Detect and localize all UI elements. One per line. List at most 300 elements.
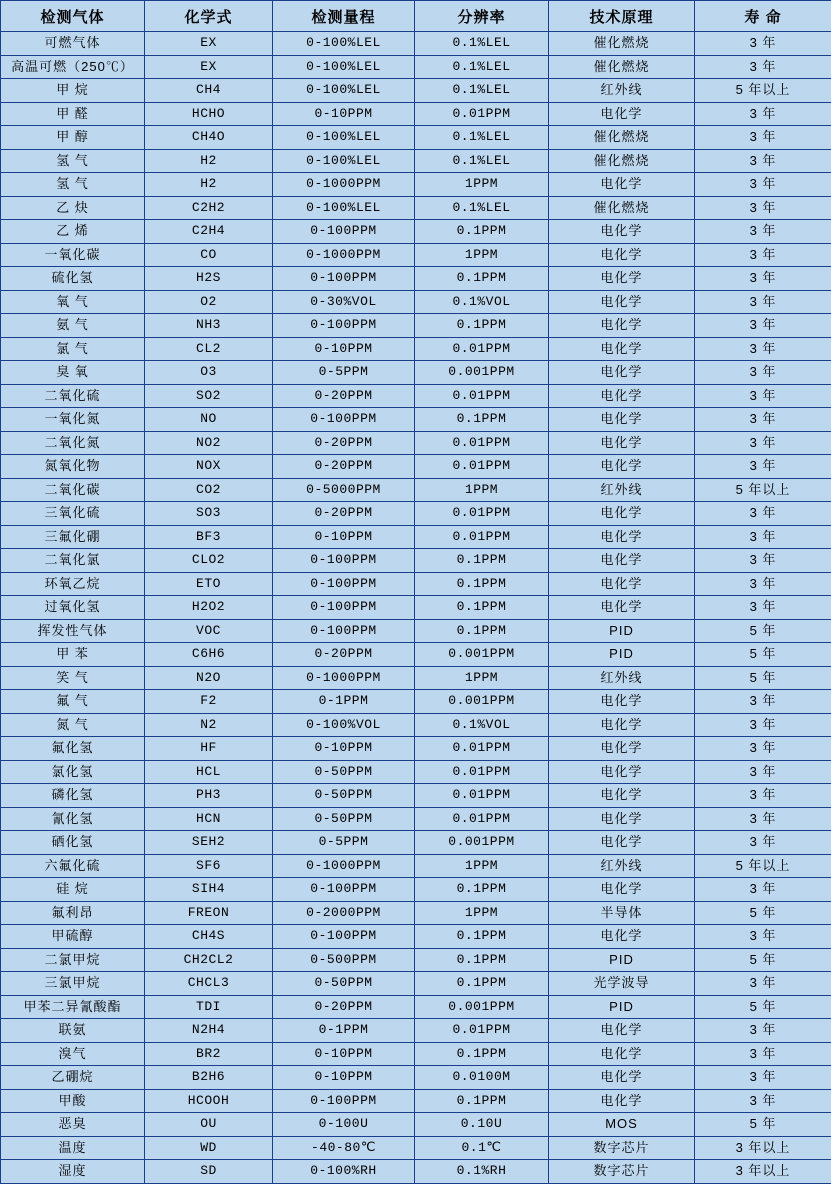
cell-formula: N2H4: [145, 1019, 273, 1043]
cell-lifetime: 5 年: [695, 619, 831, 643]
table-row: [1, 337, 831, 361]
column-header-resolution: 分辨率: [415, 1, 549, 32]
cell-resolution: 0.10U: [415, 1113, 549, 1137]
cell-lifetime: 5 年: [695, 666, 831, 690]
cell-principle: 电化学: [549, 878, 695, 902]
cell-formula: TDI: [145, 995, 273, 1019]
cell-resolution: 1PPM: [415, 173, 549, 197]
cell-range: 0-20PPM: [273, 455, 415, 479]
cell-lifetime: 3 年: [695, 290, 831, 314]
cell-lifetime: 3 年: [695, 431, 831, 455]
cell-resolution: 0.1PPM: [415, 1089, 549, 1113]
table-row: [1, 173, 831, 197]
table-row: [1, 1066, 831, 1090]
cell-formula: SD: [145, 1160, 273, 1184]
cell-principle: 电化学: [549, 737, 695, 761]
cell-range: 0-100%LEL: [273, 149, 415, 173]
cell-principle: 电化学: [549, 596, 695, 620]
cell-range: 0-100PPM: [273, 925, 415, 949]
cell-principle: 电化学: [549, 572, 695, 596]
table-row: [1, 243, 831, 267]
cell-formula: C6H6: [145, 643, 273, 667]
cell-lifetime: 3 年: [695, 1066, 831, 1090]
cell-gas-name: 三氟化硼: [1, 525, 145, 549]
table-row: [1, 572, 831, 596]
cell-range: -40-80℃: [273, 1136, 415, 1160]
cell-principle: 电化学: [549, 760, 695, 784]
cell-formula: PH3: [145, 784, 273, 808]
cell-principle: 电化学: [549, 243, 695, 267]
cell-range: 0-50PPM: [273, 807, 415, 831]
cell-range: 0-100%VOL: [273, 713, 415, 737]
cell-formula: CH4: [145, 79, 273, 103]
cell-resolution: 0.1%LEL: [415, 149, 549, 173]
table-row: [1, 290, 831, 314]
cell-formula: BR2: [145, 1042, 273, 1066]
table-row: [1, 972, 831, 996]
cell-lifetime: 3 年: [695, 102, 831, 126]
cell-range: 0-10PPM: [273, 525, 415, 549]
cell-lifetime: 3 年: [695, 408, 831, 432]
cell-gas-name: 湿度: [1, 1160, 145, 1184]
cell-range: 0-1000PPM: [273, 854, 415, 878]
cell-resolution: 0.001PPM: [415, 643, 549, 667]
cell-lifetime: 3 年: [695, 1089, 831, 1113]
cell-range: 0-100U: [273, 1113, 415, 1137]
cell-range: 0-10PPM: [273, 1066, 415, 1090]
cell-gas-name: 二氧化碳: [1, 478, 145, 502]
cell-range: 0-100PPM: [273, 220, 415, 244]
cell-gas-name: 恶臭: [1, 1113, 145, 1137]
table-row: [1, 713, 831, 737]
cell-range: 0-20PPM: [273, 431, 415, 455]
cell-gas-name: 甲酸: [1, 1089, 145, 1113]
cell-lifetime: 3 年: [695, 878, 831, 902]
table-row: [1, 220, 831, 244]
cell-gas-name: 氰化氢: [1, 807, 145, 831]
cell-resolution: 0.01PPM: [415, 807, 549, 831]
cell-gas-name: 三氯甲烷: [1, 972, 145, 996]
cell-formula: SO3: [145, 502, 273, 526]
cell-principle: 电化学: [549, 314, 695, 338]
cell-formula: C2H2: [145, 196, 273, 220]
cell-formula: CO2: [145, 478, 273, 502]
cell-resolution: 0.1PPM: [415, 596, 549, 620]
cell-gas-name: 硒化氢: [1, 831, 145, 855]
cell-lifetime: 5 年以上: [695, 79, 831, 103]
cell-principle: 催化燃烧: [549, 32, 695, 56]
cell-lifetime: 3 年: [695, 690, 831, 714]
cell-gas-name: 氟利昂: [1, 901, 145, 925]
cell-range: 0-100PPM: [273, 549, 415, 573]
cell-lifetime: 3 年: [695, 549, 831, 573]
cell-principle: 电化学: [549, 549, 695, 573]
cell-resolution: 0.1%LEL: [415, 126, 549, 150]
cell-formula: F2: [145, 690, 273, 714]
cell-range: 0-50PPM: [273, 972, 415, 996]
cell-lifetime: 3 年: [695, 572, 831, 596]
cell-resolution: 0.001PPM: [415, 995, 549, 1019]
table-row: [1, 102, 831, 126]
cell-resolution: 0.1PPM: [415, 619, 549, 643]
cell-range: 0-1000PPM: [273, 173, 415, 197]
table-row: [1, 1042, 831, 1066]
cell-principle: 电化学: [549, 455, 695, 479]
cell-lifetime: 3 年: [695, 267, 831, 291]
cell-gas-name: 溴气: [1, 1042, 145, 1066]
cell-lifetime: 3 年: [695, 314, 831, 338]
cell-resolution: 0.1%RH: [415, 1160, 549, 1184]
cell-formula: B2H6: [145, 1066, 273, 1090]
cell-gas-name: 挥发性气体: [1, 619, 145, 643]
cell-lifetime: 3 年: [695, 502, 831, 526]
cell-range: 0-20PPM: [273, 502, 415, 526]
table-row: [1, 267, 831, 291]
cell-range: 0-100%LEL: [273, 126, 415, 150]
cell-gas-name: 二氧化氮: [1, 431, 145, 455]
cell-range: 0-20PPM: [273, 643, 415, 667]
cell-lifetime: 3 年: [695, 337, 831, 361]
cell-range: 0-100%LEL: [273, 196, 415, 220]
cell-formula: H2: [145, 173, 273, 197]
table-row: [1, 901, 831, 925]
cell-principle: 催化燃烧: [549, 126, 695, 150]
cell-gas-name: 氟化氢: [1, 737, 145, 761]
cell-gas-name: 甲硫醇: [1, 925, 145, 949]
cell-principle: 数字芯片: [549, 1136, 695, 1160]
cell-gas-name: 二氧化氯: [1, 549, 145, 573]
cell-resolution: 0.1PPM: [415, 878, 549, 902]
cell-lifetime: 3 年以上: [695, 1136, 831, 1160]
cell-principle: 红外线: [549, 666, 695, 690]
cell-range: 0-100%LEL: [273, 79, 415, 103]
cell-range: 0-100PPM: [273, 267, 415, 291]
cell-resolution: 0.1PPM: [415, 267, 549, 291]
cell-lifetime: 5 年以上: [695, 854, 831, 878]
table-row: [1, 79, 831, 103]
cell-resolution: 0.01PPM: [415, 737, 549, 761]
cell-resolution: 1PPM: [415, 854, 549, 878]
cell-formula: HCN: [145, 807, 273, 831]
cell-gas-name: 甲 醇: [1, 126, 145, 150]
cell-principle: 催化燃烧: [549, 55, 695, 79]
cell-principle: 电化学: [549, 502, 695, 526]
cell-principle: 电化学: [549, 337, 695, 361]
cell-range: 0-100%LEL: [273, 55, 415, 79]
cell-gas-name: 氢 气: [1, 149, 145, 173]
table-row: [1, 619, 831, 643]
cell-lifetime: 3 年: [695, 55, 831, 79]
cell-range: 0-10PPM: [273, 1042, 415, 1066]
cell-resolution: 0.1PPM: [415, 314, 549, 338]
cell-lifetime: 5 年: [695, 995, 831, 1019]
cell-formula: N2: [145, 713, 273, 737]
column-header-range: 检测量程: [273, 1, 415, 32]
cell-gas-name: 乙 炔: [1, 196, 145, 220]
cell-lifetime: 3 年: [695, 1019, 831, 1043]
table-row: [1, 549, 831, 573]
cell-range: 0-2000PPM: [273, 901, 415, 925]
cell-formula: ETO: [145, 572, 273, 596]
cell-principle: 电化学: [549, 361, 695, 385]
table-row: [1, 690, 831, 714]
cell-principle: 数字芯片: [549, 1160, 695, 1184]
cell-range: 0-20PPM: [273, 384, 415, 408]
cell-resolution: 0.001PPM: [415, 361, 549, 385]
cell-resolution: 0.1PPM: [415, 1042, 549, 1066]
cell-gas-name: 氢 气: [1, 173, 145, 197]
cell-formula: O2: [145, 290, 273, 314]
cell-gas-name: 可燃气体: [1, 32, 145, 56]
table-row: [1, 995, 831, 1019]
cell-gas-name: 氧 气: [1, 290, 145, 314]
cell-gas-name: 甲 醛: [1, 102, 145, 126]
cell-formula: CLO2: [145, 549, 273, 573]
table-row: [1, 431, 831, 455]
cell-gas-name: 氯 气: [1, 337, 145, 361]
cell-formula: H2O2: [145, 596, 273, 620]
cell-lifetime: 5 年以上: [695, 478, 831, 502]
cell-lifetime: 3 年: [695, 220, 831, 244]
cell-resolution: 0.1PPM: [415, 948, 549, 972]
cell-lifetime: 5 年: [695, 901, 831, 925]
cell-lifetime: 3 年: [695, 384, 831, 408]
cell-gas-name: 甲 烷: [1, 79, 145, 103]
cell-gas-name: 一氧化氮: [1, 408, 145, 432]
cell-formula: NH3: [145, 314, 273, 338]
cell-gas-name: 臭 氧: [1, 361, 145, 385]
cell-range: 0-50PPM: [273, 784, 415, 808]
cell-resolution: 0.0100M: [415, 1066, 549, 1090]
cell-resolution: 0.01PPM: [415, 102, 549, 126]
cell-principle: 电化学: [549, 1042, 695, 1066]
table-row: [1, 596, 831, 620]
cell-lifetime: 5 年: [695, 1113, 831, 1137]
cell-lifetime: 3 年: [695, 126, 831, 150]
cell-principle: 电化学: [549, 102, 695, 126]
cell-range: 0-50PPM: [273, 760, 415, 784]
cell-range: 0-1000PPM: [273, 243, 415, 267]
cell-formula: C2H4: [145, 220, 273, 244]
cell-range: 0-30%VOL: [273, 290, 415, 314]
cell-range: 0-5PPM: [273, 361, 415, 385]
cell-gas-name: 六氟化硫: [1, 854, 145, 878]
cell-lifetime: 3 年: [695, 243, 831, 267]
cell-resolution: 0.1%LEL: [415, 196, 549, 220]
cell-formula: HCHO: [145, 102, 273, 126]
cell-resolution: 1PPM: [415, 901, 549, 925]
cell-range: 0-100PPM: [273, 572, 415, 596]
cell-gas-name: 氟 气: [1, 690, 145, 714]
cell-principle: PID: [549, 643, 695, 667]
cell-principle: 电化学: [549, 831, 695, 855]
cell-resolution: 0.1%VOL: [415, 290, 549, 314]
cell-gas-name: 高温可燃（250℃）: [1, 55, 145, 79]
cell-principle: 催化燃烧: [549, 149, 695, 173]
column-header-lifetime: 寿 命: [695, 1, 831, 32]
cell-formula: O3: [145, 361, 273, 385]
cell-resolution: 0.01PPM: [415, 384, 549, 408]
cell-lifetime: 3 年: [695, 1042, 831, 1066]
cell-resolution: 0.01PPM: [415, 337, 549, 361]
cell-resolution: 0.1PPM: [415, 972, 549, 996]
cell-resolution: 0.1℃: [415, 1136, 549, 1160]
cell-range: 0-500PPM: [273, 948, 415, 972]
table-row: [1, 878, 831, 902]
cell-lifetime: 3 年: [695, 737, 831, 761]
cell-resolution: 0.01PPM: [415, 431, 549, 455]
cell-formula: CL2: [145, 337, 273, 361]
cell-resolution: 0.001PPM: [415, 690, 549, 714]
cell-formula: H2S: [145, 267, 273, 291]
cell-resolution: 1PPM: [415, 478, 549, 502]
cell-resolution: 1PPM: [415, 243, 549, 267]
cell-formula: NO: [145, 408, 273, 432]
cell-gas-name: 二氯甲烷: [1, 948, 145, 972]
cell-gas-name: 甲 苯: [1, 643, 145, 667]
cell-lifetime: 3 年以上: [695, 1160, 831, 1184]
cell-gas-name: 氮氧化物: [1, 455, 145, 479]
cell-range: 0-5000PPM: [273, 478, 415, 502]
cell-range: 0-10PPM: [273, 102, 415, 126]
cell-gas-name: 硅 烷: [1, 878, 145, 902]
cell-lifetime: 3 年: [695, 149, 831, 173]
cell-resolution: 0.1%LEL: [415, 32, 549, 56]
cell-principle: 电化学: [549, 267, 695, 291]
cell-gas-name: 氮 气: [1, 713, 145, 737]
column-header-gas: 检测气体: [1, 1, 145, 32]
cell-principle: 红外线: [549, 854, 695, 878]
table-row: [1, 525, 831, 549]
cell-lifetime: 5 年: [695, 643, 831, 667]
table-row: [1, 784, 831, 808]
cell-gas-name: 乙硼烷: [1, 1066, 145, 1090]
cell-range: 0-100PPM: [273, 878, 415, 902]
cell-principle: 电化学: [549, 173, 695, 197]
cell-resolution: 0.1%VOL: [415, 713, 549, 737]
table-row: [1, 948, 831, 972]
table-row: [1, 666, 831, 690]
cell-formula: CH2CL2: [145, 948, 273, 972]
table-row: [1, 807, 831, 831]
cell-formula: NO2: [145, 431, 273, 455]
cell-principle: 电化学: [549, 525, 695, 549]
table-body: [1, 32, 831, 1184]
table-row: [1, 1160, 831, 1184]
cell-formula: BF3: [145, 525, 273, 549]
cell-formula: CH4S: [145, 925, 273, 949]
cell-formula: HCOOH: [145, 1089, 273, 1113]
cell-range: 0-100PPM: [273, 619, 415, 643]
cell-range: 0-10PPM: [273, 737, 415, 761]
cell-lifetime: 3 年: [695, 32, 831, 56]
cell-principle: 红外线: [549, 79, 695, 103]
cell-lifetime: 3 年: [695, 596, 831, 620]
cell-principle: 电化学: [549, 1066, 695, 1090]
cell-lifetime: 5 年: [695, 948, 831, 972]
cell-resolution: 0.01PPM: [415, 760, 549, 784]
cell-principle: 电化学: [549, 784, 695, 808]
table-row: [1, 1089, 831, 1113]
cell-formula: FREON: [145, 901, 273, 925]
table-row: [1, 126, 831, 150]
cell-resolution: 0.1PPM: [415, 408, 549, 432]
cell-formula: OU: [145, 1113, 273, 1137]
cell-formula: N2O: [145, 666, 273, 690]
cell-principle: 电化学: [549, 690, 695, 714]
cell-principle: 催化燃烧: [549, 196, 695, 220]
cell-range: 0-1000PPM: [273, 666, 415, 690]
cell-principle: 电化学: [549, 713, 695, 737]
cell-range: 0-100PPM: [273, 596, 415, 620]
cell-principle: 光学波导: [549, 972, 695, 996]
cell-principle: MOS: [549, 1113, 695, 1137]
cell-resolution: 0.01PPM: [415, 455, 549, 479]
cell-formula: SIH4: [145, 878, 273, 902]
cell-formula: SF6: [145, 854, 273, 878]
table-row: [1, 149, 831, 173]
cell-lifetime: 3 年: [695, 173, 831, 197]
table-row: [1, 502, 831, 526]
cell-gas-name: 环氧乙烷: [1, 572, 145, 596]
cell-lifetime: 3 年: [695, 760, 831, 784]
table-row: [1, 408, 831, 432]
cell-principle: 电化学: [549, 431, 695, 455]
cell-gas-name: 二氧化硫: [1, 384, 145, 408]
cell-formula: EX: [145, 32, 273, 56]
cell-formula: CO: [145, 243, 273, 267]
cell-range: 0-100%RH: [273, 1160, 415, 1184]
table-header: [1, 1, 831, 32]
table-row: [1, 831, 831, 855]
cell-gas-name: 磷化氢: [1, 784, 145, 808]
cell-principle: 电化学: [549, 807, 695, 831]
cell-resolution: 0.01PPM: [415, 525, 549, 549]
column-header-principle: 技术原理: [549, 1, 695, 32]
table-row: [1, 55, 831, 79]
column-header-formula: 化学式: [145, 1, 273, 32]
cell-gas-name: 氨 气: [1, 314, 145, 338]
table-row: [1, 854, 831, 878]
cell-principle: 电化学: [549, 384, 695, 408]
cell-principle: 电化学: [549, 1019, 695, 1043]
cell-range: 0-5PPM: [273, 831, 415, 855]
table-row: [1, 196, 831, 220]
table-row: [1, 478, 831, 502]
cell-gas-name: 温度: [1, 1136, 145, 1160]
cell-resolution: 0.1%LEL: [415, 79, 549, 103]
cell-lifetime: 3 年: [695, 925, 831, 949]
cell-gas-name: 一氧化碳: [1, 243, 145, 267]
cell-formula: CHCL3: [145, 972, 273, 996]
cell-principle: 红外线: [549, 478, 695, 502]
cell-lifetime: 3 年: [695, 361, 831, 385]
cell-gas-name: 笑 气: [1, 666, 145, 690]
cell-resolution: 0.1PPM: [415, 925, 549, 949]
cell-gas-name: 三氧化硫: [1, 502, 145, 526]
cell-range: 0-20PPM: [273, 995, 415, 1019]
cell-resolution: 0.1PPM: [415, 220, 549, 244]
cell-formula: SO2: [145, 384, 273, 408]
table-row: [1, 1136, 831, 1160]
cell-resolution: 0.1PPM: [415, 549, 549, 573]
cell-resolution: 0.1PPM: [415, 572, 549, 596]
cell-gas-name: 乙 烯: [1, 220, 145, 244]
cell-principle: 电化学: [549, 408, 695, 432]
table-row: [1, 1019, 831, 1043]
cell-gas-name: 联氨: [1, 1019, 145, 1043]
table-row: [1, 361, 831, 385]
